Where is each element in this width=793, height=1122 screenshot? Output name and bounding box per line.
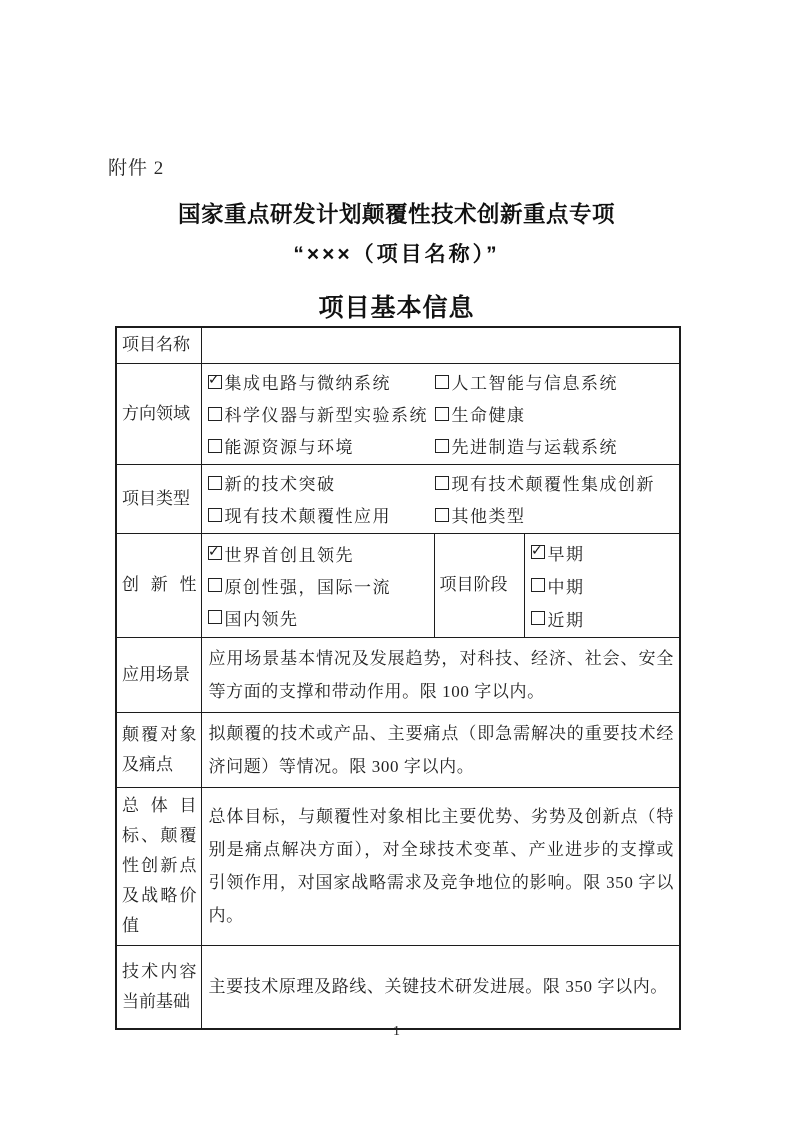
option-label: 早期 — [547, 544, 585, 564]
checkbox-option[interactable] — [435, 433, 619, 458]
tech-basis-description: 主要技术原理及路线、关键技术研发进展。限 350 字以内。 — [201, 945, 680, 1029]
innovation-option-row — [208, 537, 432, 569]
option-label: 生命健康 — [451, 406, 526, 425]
checkbox-icon[interactable] — [435, 508, 449, 522]
checkbox-option[interactable] — [435, 470, 656, 495]
checkbox-option[interactable] — [208, 369, 435, 394]
row-project-name — [116, 327, 680, 363]
row-target-painpoint — [116, 712, 680, 787]
direction-option-row — [208, 366, 678, 398]
field-label-application: 应用场景 — [116, 637, 201, 712]
stage-option-row — [531, 602, 678, 635]
field-label-tech-basis: 技术内容当前基础 — [116, 945, 201, 1029]
checkbox-option[interactable] — [208, 401, 435, 426]
direction-options — [201, 363, 680, 464]
direction-option-row — [208, 398, 678, 430]
direction-option-row — [208, 430, 678, 462]
checkbox-icon[interactable] — [208, 578, 222, 592]
checkbox-icon[interactable] — [435, 375, 449, 389]
row-direction — [116, 363, 680, 464]
field-label-stage: 项目阶段 — [434, 533, 524, 637]
option-label: 世界首创且领先 — [224, 545, 354, 565]
option-label: 现有技术颠覆性集成创新 — [451, 475, 655, 494]
option-label: 能源资源与环境 — [224, 438, 354, 457]
checkbox-icon[interactable] — [208, 407, 222, 421]
field-label-project-type: 项目类型 — [116, 464, 201, 533]
attachment-label: 附件 2 — [108, 158, 165, 179]
row-tech-basis — [116, 945, 680, 1029]
checkbox-option[interactable] — [208, 605, 299, 630]
project-type-options — [201, 464, 680, 533]
project-type-option-row — [208, 499, 678, 531]
checkbox-icon[interactable] — [435, 476, 449, 490]
option-label: 集成电路与微纳系统 — [224, 374, 391, 393]
option-label: 先进制造与运载系统 — [451, 438, 618, 457]
target-painpoint-description: 拟颠覆的技术或产品、主要痛点（即急需解决的重要技术经济问题）等情况。限 300 字以内。 — [201, 712, 680, 787]
project-type-option-row — [208, 467, 678, 499]
field-label-innovation: 创新性 — [116, 533, 201, 637]
application-description: 应用场景基本情况及发展趋势，对科技、经济、社会、安全等方面的支撑和带动作用。限 100 字以内。 — [201, 637, 680, 712]
section-title: 项目基本信息 — [318, 294, 475, 322]
innovation-options — [201, 533, 434, 637]
checkbox-option[interactable] — [531, 606, 585, 631]
stage-option-row — [531, 569, 678, 602]
checkbox-option[interactable] — [531, 573, 585, 598]
checkbox-option[interactable] — [531, 540, 585, 565]
checkbox-icon[interactable] — [208, 439, 222, 453]
field-label-project-name: 项目名称 — [116, 327, 201, 363]
option-label: 现有技术颠覆性应用 — [224, 507, 391, 526]
option-label: 科学仪器与新型实验系统 — [224, 406, 428, 425]
checkbox-option[interactable] — [435, 369, 619, 394]
option-label: 国内领先 — [224, 609, 299, 629]
innovation-option-row — [208, 601, 432, 633]
checkbox-icon[interactable] — [531, 545, 545, 559]
project-name-input[interactable] — [201, 327, 680, 363]
row-overall-goal — [116, 787, 680, 945]
page-number: 1 — [393, 1024, 400, 1039]
row-project-type — [116, 464, 680, 533]
field-label-target-painpoint: 颠覆对象及痛点 — [116, 712, 201, 787]
checkbox-icon[interactable] — [208, 476, 222, 490]
option-label: 原创性强，国际一流 — [224, 577, 391, 597]
checkbox-option[interactable] — [208, 573, 392, 598]
overall-goal-description: 总体目标，与颠覆性对象相比主要优势、劣势及创新点（特别是痛点解决方面），对全球技术变革、产业进步的支撑或引领作用，对国家战略需求及竞争地位的影响。限 350 字以内。 — [201, 787, 680, 945]
checkbox-icon[interactable] — [531, 611, 545, 625]
row-application — [116, 637, 680, 712]
checkbox-icon[interactable] — [435, 407, 449, 421]
innovation-option-row — [208, 569, 432, 601]
document-subtitle: “×××（项目名称）” — [293, 243, 500, 266]
option-label: 新的技术突破 — [224, 475, 336, 494]
checkbox-option[interactable] — [208, 502, 435, 527]
option-label: 人工智能与信息系统 — [451, 374, 618, 393]
document-title: 国家重点研发计划颠覆性技术创新重点专项 — [177, 202, 615, 227]
checkbox-option[interactable] — [435, 502, 526, 527]
option-label: 中期 — [547, 577, 585, 597]
checkbox-option[interactable] — [208, 470, 435, 495]
field-label-overall-goal: 总体目标、颠覆性创新点及战略价值 — [116, 787, 201, 945]
option-label: 其他类型 — [451, 507, 526, 526]
project-info-table — [115, 326, 681, 1030]
checkbox-option[interactable] — [435, 401, 526, 426]
stage-options — [524, 533, 680, 637]
row-innovation — [116, 533, 680, 637]
checkbox-icon[interactable] — [208, 375, 222, 389]
checkbox-icon[interactable] — [531, 578, 545, 592]
checkbox-option[interactable] — [208, 541, 355, 566]
field-label-direction: 方向领域 — [116, 363, 201, 464]
checkbox-icon[interactable] — [435, 439, 449, 453]
checkbox-icon[interactable] — [208, 546, 222, 560]
checkbox-icon[interactable] — [208, 508, 222, 522]
stage-option-row — [531, 536, 678, 569]
checkbox-option[interactable] — [208, 433, 435, 458]
option-label: 近期 — [547, 610, 585, 630]
checkbox-icon[interactable] — [208, 610, 222, 624]
